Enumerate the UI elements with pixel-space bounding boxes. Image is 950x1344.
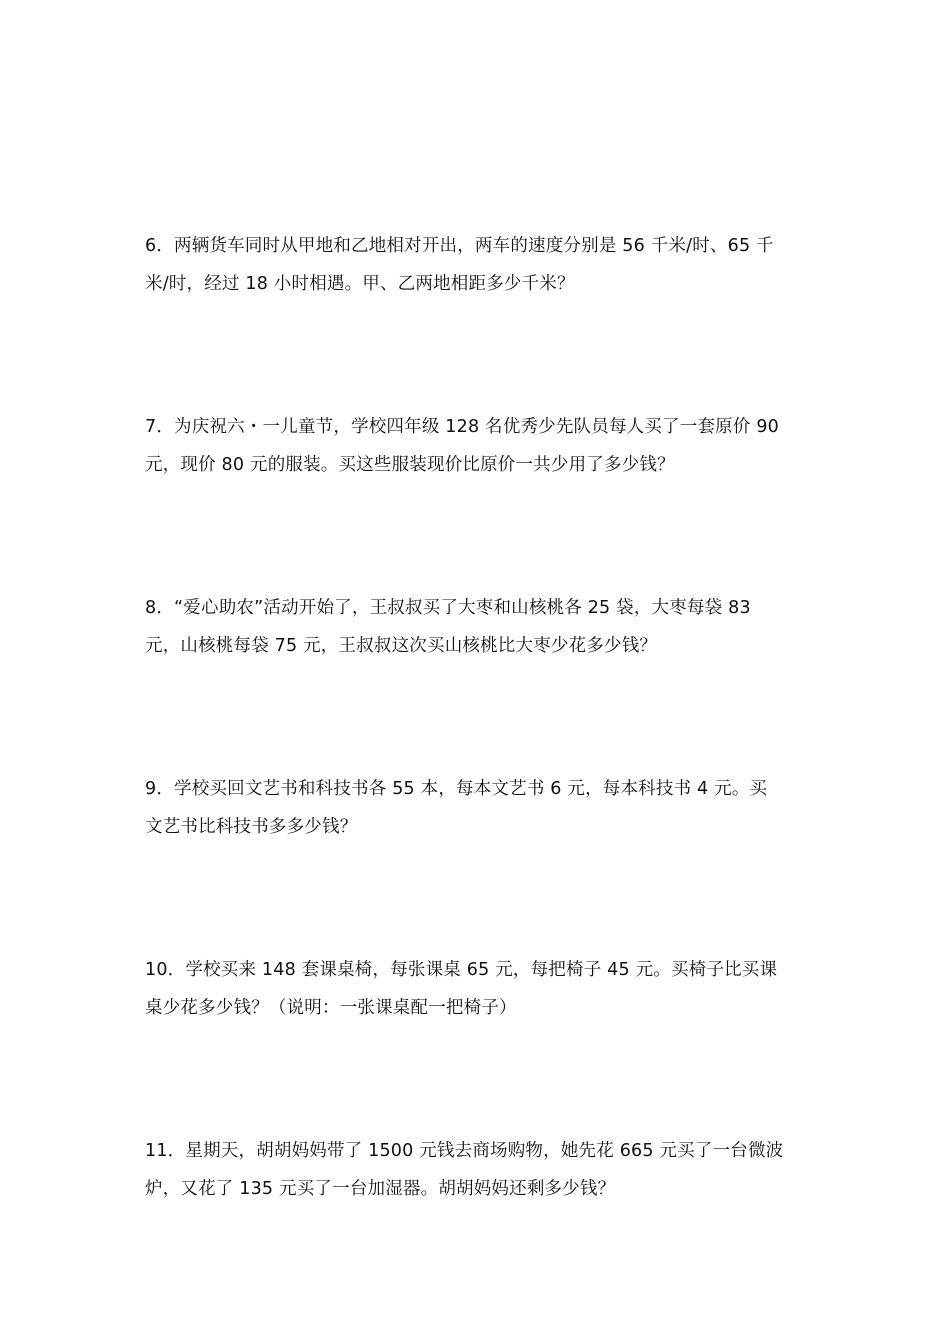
problem-7 [145, 408, 810, 484]
problem-10-line-2: 桌少花多少钱？（说明：一张课桌配一把椅子） [145, 998, 517, 1018]
problem-6-line-2: 米/时，经过 18 小时相遇。甲、乙两地相距多少千米？ [145, 274, 575, 294]
problem-10-line-1: 10．学校买来 148 套课桌椅，每张课桌 65 元，每把椅子 45 元。买椅子比买课 [145, 960, 778, 980]
problem-11-line-1: 11．星期天，胡胡妈妈带了 1500 元钱去商场购物，她先花 665 元买了一台微波 [145, 1141, 784, 1161]
problem-9 [145, 770, 810, 846]
problem-7-line-2: 元，现价 80 元的服装。买这些服装现价比原价一共少用了多少钱？ [145, 455, 675, 475]
problem-11 [145, 1132, 810, 1208]
problem-8-line-2: 元，山核桃每袋 75 元，王叔叔这次买山核桃比大枣少花多少钱？ [145, 636, 658, 656]
problem-10 [145, 951, 810, 1027]
problem-6 [145, 227, 810, 303]
problem-9-line-1: 9．学校买回文艺书和科技书各 55 本，每本文艺书 6 元，每本科技书 4 元。买 [145, 779, 768, 799]
problem-7-line-1: 7．为庆祝六・一儿童节，学校四年级 128 名优秀少先队员每人买了一套原价 90 [145, 417, 779, 437]
problem-9-line-2: 文艺书比科技书多多少钱？ [145, 817, 358, 837]
problem-8-line-1: 8．“爱心助农”活动开始了，王叔叔买了大枣和山核桃各 25 袋，大枣每袋 83 [145, 598, 751, 618]
problem-6-line-1: 6．两辆货车同时从甲地和乙地相对开出，两车的速度分别是 56 千米/时、65 千 [145, 236, 774, 256]
problem-8 [145, 589, 810, 665]
problem-11-line-2: 炉，又花了 135 元买了一台加湿器。胡胡妈妈还剩多少钱？ [145, 1179, 616, 1199]
